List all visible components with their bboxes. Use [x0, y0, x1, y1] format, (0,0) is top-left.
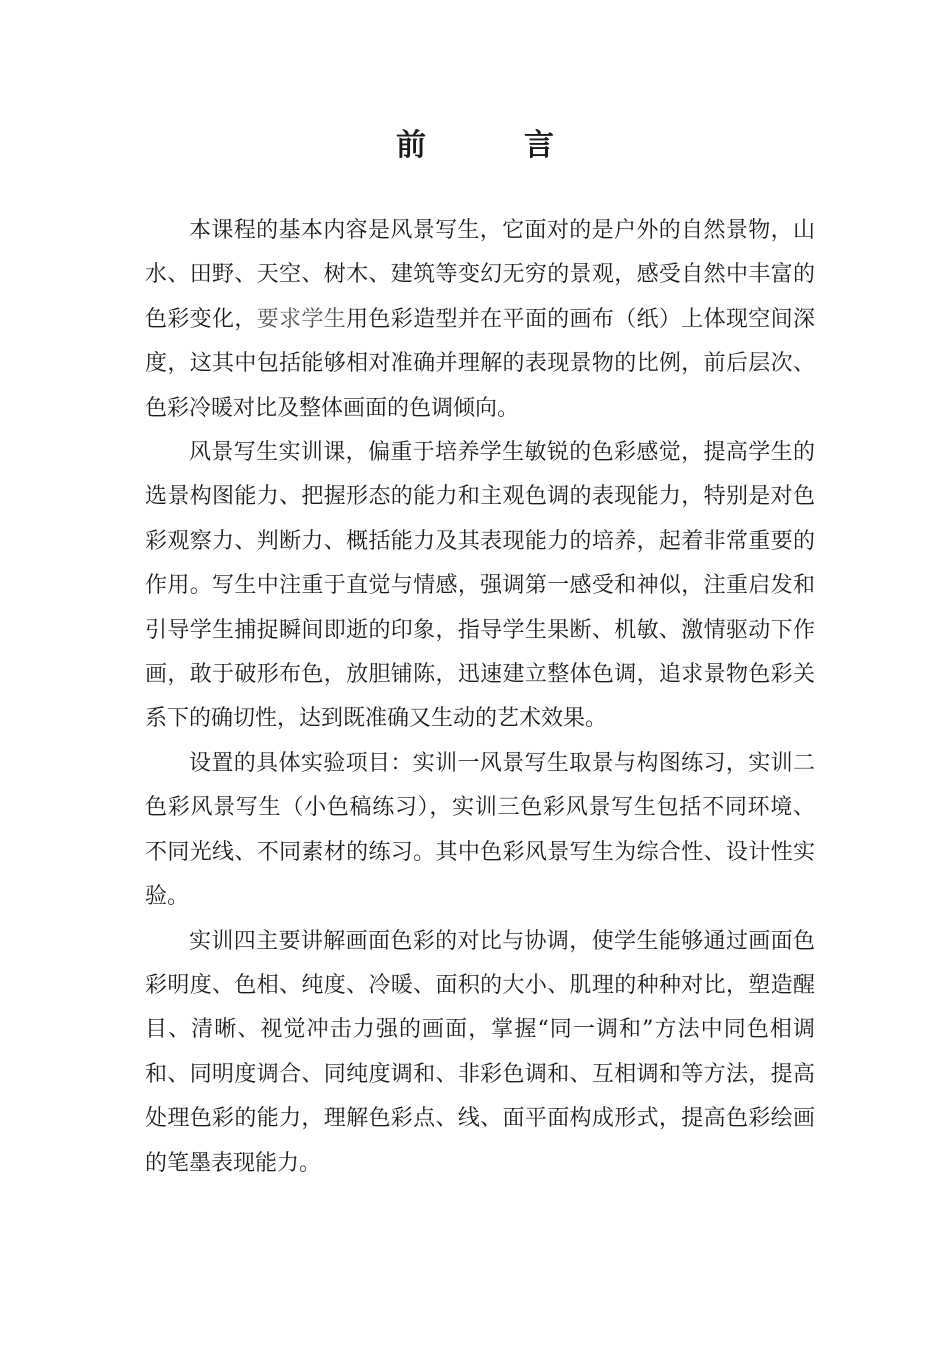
paragraph-2 — [145, 431, 815, 742]
paragraph-3-text: 设置的具体实验项目：实训一风景写生取景与构图练习，实训二色彩风景写生（小色稿练习），实训三色彩风景写生包括不同环境、不同光线、不同素材的练习。其中色彩风景写生为综合性、设计性实验。 — [145, 750, 815, 910]
paragraph-1-highlight: 要求学生 — [256, 306, 347, 332]
paragraph-4-text: 实训四主要讲解画面色彩的对比与协调，使学生能够通过画面色彩明度、色相、纯度、冷暖、面积的大小、肌理的种种对比，塑造醒目、清晰、视觉冲击力强的画面，掌握“同一调和”方法中同色相调和、同明度调合、同纯度调和、非彩色调和、互相调和等方法，提高处理色彩的能力，理解色彩点、线、面平面构成形式，提高色彩绘画的笔墨表现能力。 — [145, 928, 815, 1176]
body-text — [145, 209, 815, 1186]
page-title: 前 言 — [396, 128, 556, 163]
paragraph-1-text-cont: 用色彩造型并在平面的画布（纸）上体现空间深度，这其中包括能够相对准确并理解的表现景物的比例，前后层次、色彩冷暖对比及整体画面的色调倾向。 — [145, 306, 815, 421]
paragraph-4 — [145, 920, 815, 1186]
paragraph-3 — [145, 742, 815, 920]
paragraph-2-text: 风景写生实训课，偏重于培养学生敏锐的色彩感觉，提高学生的选景构图能力、把握形态的能力和主观色调的表现能力，特别是对色彩观察力、判断力、概括能力及其表现能力的培养，起着非常重要的作用。写生中注重于直觉与情感，强调第一感受和神似，注重启发和引导学生捕捉瞬间即逝的印象，指导学生果断、机敏、激情驱动下作画，敢于破形布色，放胆铺陈，迅速建立整体色调，追求景物色彩关系下的确切性，达到既准确又生动的艺术效果。 — [145, 440, 815, 732]
paragraph-1 — [145, 209, 815, 431]
paragraph-1-text: 本课程的基本内容是风景写生，它面对的是户外的自然景物，山水、田野、天空、树木、建筑等变幻无穷的景观，感受自然中丰富的色彩变化， — [145, 218, 815, 332]
